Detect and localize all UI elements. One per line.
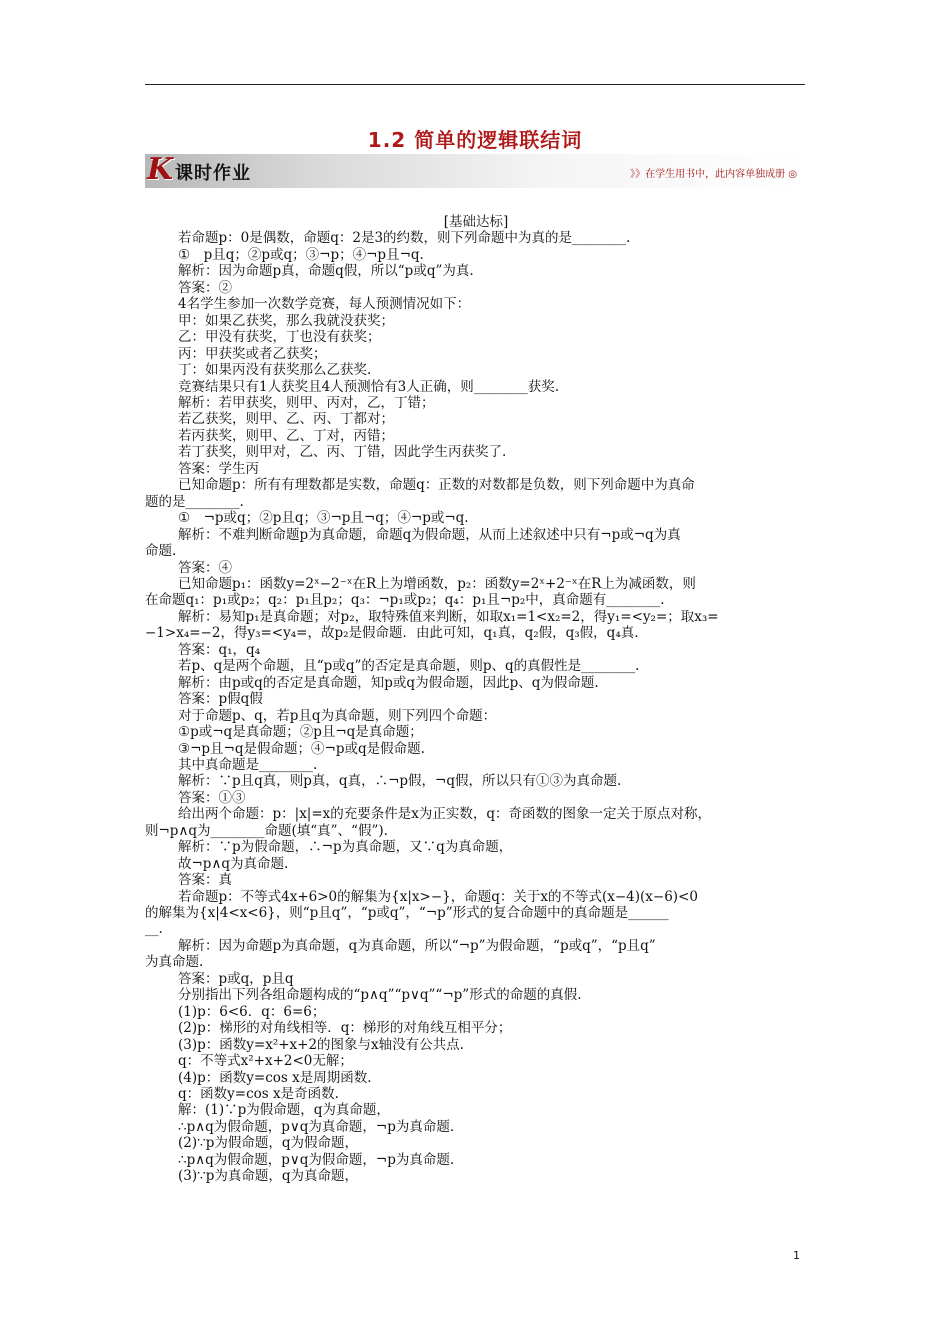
text-line: 丁：如果丙没有获奖那么乙获奖.	[178, 362, 372, 379]
text-line: 已知命题p：所有有理数都是实数，命题q：正数的对数都是负数，则下列命题中为真命	[178, 477, 695, 494]
text-line: 已知命题p₁：函数y=2ˣ−2⁻ˣ在R上为增函数，p₂：函数y=2ˣ+2⁻ˣ在R上为减函数，则	[178, 575, 696, 592]
text-line: 解析：若甲获奖，则甲、丙对，乙，丁错；	[178, 394, 435, 411]
text-line: ① ¬p或q；②p且q；③¬p且¬q；④¬p或¬q.	[178, 510, 469, 527]
text-line: 解析：因为命题p真，命题q假，所以“p或q”为真.	[178, 263, 474, 280]
text-line: (3)∵p为真命题，q为真命题，	[178, 1168, 358, 1185]
text-line: 乙：甲没有获奖，丁也没有获奖；	[178, 329, 381, 346]
text-line: [基础达标]	[443, 214, 509, 230]
text-line: 解析：因为命题p为真命题，q为真命题，所以“¬p”为假命题，“p或q”，“p且q”	[178, 937, 656, 954]
homework-banner	[145, 154, 805, 188]
text-line: ③¬p且¬q是假命题；④¬p或q是假命题.	[178, 740, 425, 757]
text-line: ① p且q；②p或q；③¬p；④¬p且¬q.	[178, 246, 424, 263]
text-line: 解析：易知p₁是真命题；对p₂，取特殊值来判断，如取x₁=1<x₂=2，得y₁=<y₂=；取x₃=	[178, 608, 719, 625]
text-line: 丙：甲获奖或者乙获奖；	[178, 345, 327, 362]
text-line: 答案：④	[178, 559, 232, 576]
text-line: 若p、q是两个命题，且“p或q”的否定是真命题，则p、q的真假性是________.	[178, 658, 640, 675]
text-line: 解析：∵p且q真，则p真，q真，∴¬p假，¬q假，所以只有①③为真命题.	[178, 773, 622, 790]
text-line: 则¬p∧q为________命题(填“真”、“假”).	[145, 822, 388, 839]
text-line: 分别指出下列各组命题构成的“p∧q”“p∨q”“¬p”形式的命题的真假.	[178, 987, 582, 1004]
text-line: (1)p：6<6．q：6=6；	[178, 1003, 326, 1020]
text-line: 答案：p或q，p且q	[178, 970, 294, 987]
text-line: 若乙获奖，则甲、乙、丙、丁都对；	[178, 411, 394, 428]
text-line: 甲：如果乙获奖，那么我就没获奖；	[178, 312, 394, 329]
banner-label: 课时作业	[175, 163, 251, 184]
text-line: 4名学生参加一次数学竞赛，每人预测情况如下：	[178, 296, 471, 313]
text-line: (2)∵p为假命题，q为假命题，	[178, 1135, 358, 1152]
text-line: 对于命题p、q，若p且q为真命题，则下列四个命题：	[178, 707, 497, 724]
text-line: 答案：①③	[178, 789, 246, 806]
text-line: 答案：p假q假	[178, 691, 263, 708]
text-line: 给出两个命题：p：|x|=x的充要条件是x为正实数，q：奇函数的图象一定关于原点对称，	[178, 806, 712, 823]
text-line: 解析：∵p为假命题，∴¬p为真命题，又∵q为真命题，	[178, 839, 513, 856]
text-line: 若丁获奖，则甲对，乙、丙、丁错，因此学生丙获奖了.	[178, 444, 507, 461]
banner-note: 》》在学生用书中，此内容单独成册 ◎	[630, 169, 797, 180]
text-line: −1>x₄=−2，得y₃=<y₄=，故p₂是假命题．由此可知，q₁真，q₂假，q₃假，q₄真.	[145, 625, 639, 642]
text-line: 题的是________.	[145, 493, 244, 510]
document-body	[145, 214, 807, 1185]
text-line: 在命题q₁：p₁或p₂；q₂：p₁且p₂；q₃：¬p₁或p₂；q₄：p₁且¬p₂中，真命题有________.	[145, 592, 665, 609]
text-line: (4)p：函数y=cos x是周期函数.	[178, 1069, 372, 1086]
text-line: 答案：学生丙	[178, 460, 259, 477]
page-title: 1.2 简单的逻辑联结词	[367, 128, 583, 152]
text-line: ∴p∧q为假命题，p∨q为真命题，¬p为真命题.	[178, 1118, 455, 1135]
text-line: 其中真命题是________.	[178, 756, 318, 773]
text-line: 解析：由p或q的否定是真命题，知p或q为假命题，因此p、q为假命题.	[178, 674, 599, 691]
text-line: 为真命题.	[145, 954, 204, 971]
text-line: 若命题p：0是偶数，命题q：2是3的约数，则下列命题中为真的是________.	[178, 230, 631, 247]
text-line: q：不等式x²+x+2<0无解；	[178, 1053, 353, 1070]
text-line: 答案：真	[178, 872, 232, 889]
text-line: 解析：不难判断命题p为真命题，命题q为假命题，从而上述叙述中只有¬p或¬q为真	[178, 526, 681, 543]
text-line: q：函数y=cos x是奇函数.	[178, 1086, 339, 1103]
text-line: ①p或¬q是真命题；②p且¬q是真命题；	[178, 724, 423, 741]
text-line: ∴p∧q为假命题，p∨q为假命题，¬p为真命题.	[178, 1151, 455, 1168]
banner-logo-k: K	[147, 152, 174, 187]
text-line: (2)p：梯形的对角线相等．q：梯形的对角线互相平分；	[178, 1020, 512, 1037]
page-number: 1	[793, 1249, 800, 1262]
text-line: (3)p：函数y=x²+x+2的图象与x轴没有公共点.	[178, 1036, 464, 1053]
text-line: 命题.	[145, 543, 177, 560]
text-line: 若丙获奖，则甲、乙、丁对，丙错；	[178, 427, 394, 444]
text-line: 竞赛结果只有1人获奖且4人预测恰有3人正确，则________获奖.	[178, 378, 560, 395]
header-rule	[145, 84, 805, 85]
text-line: 解：(1)∵p为假命题，q为真命题，	[178, 1102, 390, 1119]
text-line: __.	[145, 921, 163, 938]
text-line: 若命题p：不等式4x+6>0的解集为{x|x>−}，命题q：关于x的不等式(x−4)(x−6)<0	[178, 888, 698, 905]
text-line: 故¬p∧q为真命题.	[178, 855, 289, 872]
text-line: 的解集为{x|4<x<6}，则“p且q”，“p或q”，“¬p”形式的复合命题中的真命题是______	[145, 905, 669, 922]
text-line: 答案：q₁，q₄	[178, 641, 261, 658]
text-line: 答案：②	[178, 279, 232, 296]
